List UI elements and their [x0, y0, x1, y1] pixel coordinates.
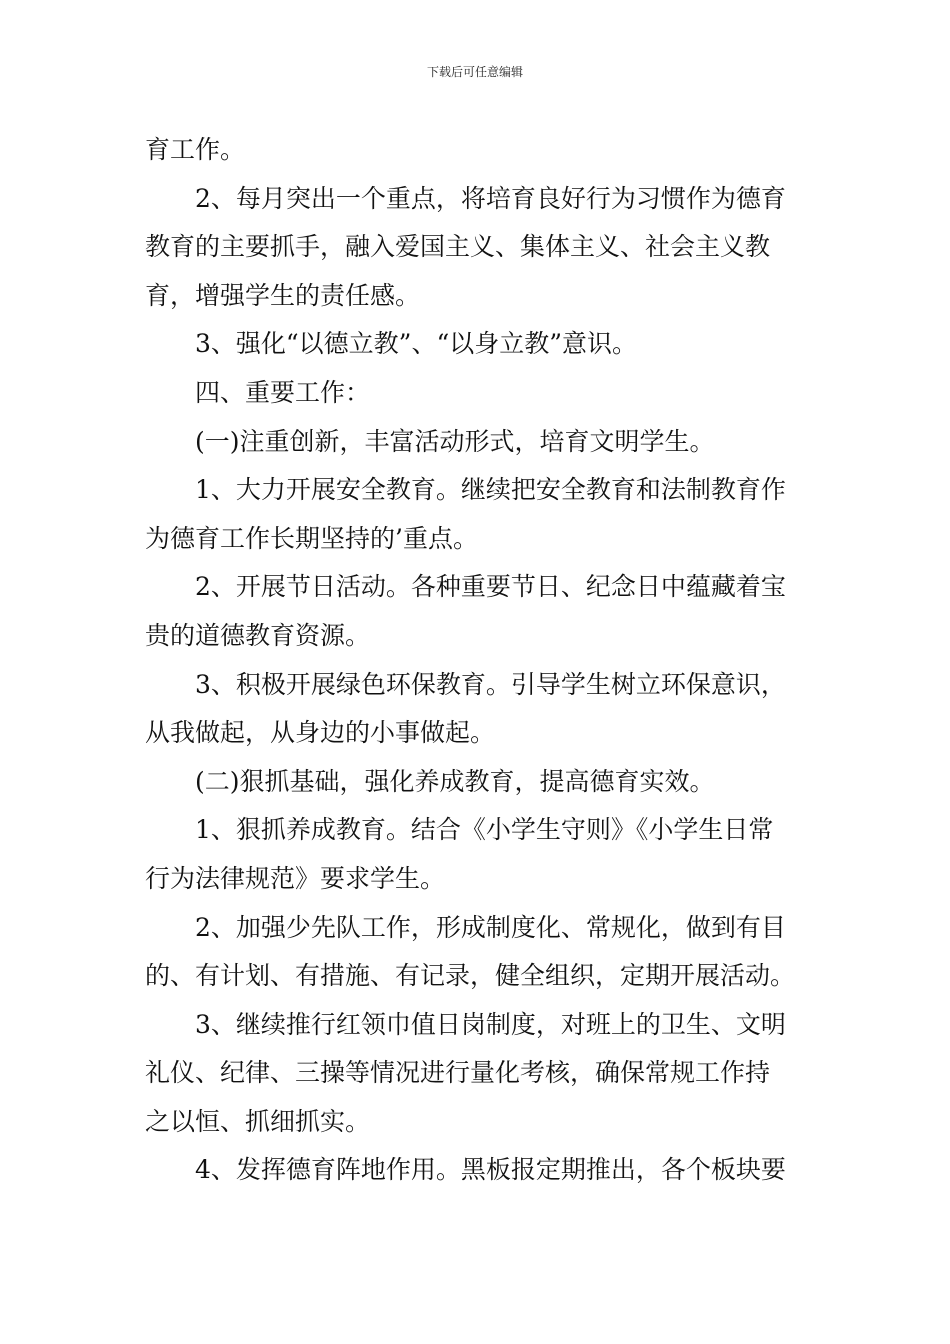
text-line: 2、开展节日活动。各种重要节日、纪念日中蕴藏着宝	[195, 572, 786, 602]
subsection-heading: (二)狠抓基础，强化养成教育，提高德育实效。	[195, 766, 715, 796]
text-line: 育，增强学生的责任感。	[145, 280, 421, 310]
text-line: 之以恒、抓细抓实。	[145, 1106, 371, 1136]
text-line: 1、狠抓养成教育。结合《小学生守则》《小学生日常	[195, 815, 774, 845]
text-line: 礼仪、纪律、三操等情况进行量化考核，确保常规工作持	[145, 1058, 771, 1088]
text-line: 2、每月突出一个重点，将培育良好行为习惯作为德育	[195, 183, 786, 213]
text-line: 的、有计划、有措施、有记录，健全组织，定期开展活动。	[145, 961, 796, 991]
text-line: 教育的主要抓手，融入爱国主义、集体主义、社会主义教	[145, 232, 771, 262]
subsection-heading: (一)注重创新，丰富活动形式，培育文明学生。	[195, 426, 715, 456]
page-header: 下载后可任意编辑	[426, 65, 523, 79]
text-line: 行为法律规范》要求学生。	[145, 863, 446, 893]
text-line: 贵的道德教育资源。	[145, 620, 371, 650]
text-line: 4、发挥德育阵地作用。黑板报定期推出，各个板块要	[195, 1155, 786, 1185]
text-line: 2、加强少先队工作，形成制度化、常规化，做到有目	[195, 912, 786, 942]
text-line: 从我做起，从身边的小事做起。	[145, 718, 496, 748]
text-line: 3、积极开展绿色环保教育。引导学生树立环保意识，	[195, 669, 786, 699]
section-heading: 四、重要工作：	[195, 377, 371, 407]
text-line: 为德育工作长期坚持的’重点。	[145, 523, 478, 553]
document-body	[145, 126, 807, 1195]
text-line: 1、大力开展安全教育。继续把安全教育和法制教育作	[195, 475, 786, 505]
text-line: 3、继续推行红领巾值日岗制度，对班上的卫生、文明	[195, 1009, 786, 1039]
text-line: 3、强化“以德立教”、“以身立教”意识。	[195, 329, 638, 359]
text-line: 育工作。	[145, 135, 246, 164]
